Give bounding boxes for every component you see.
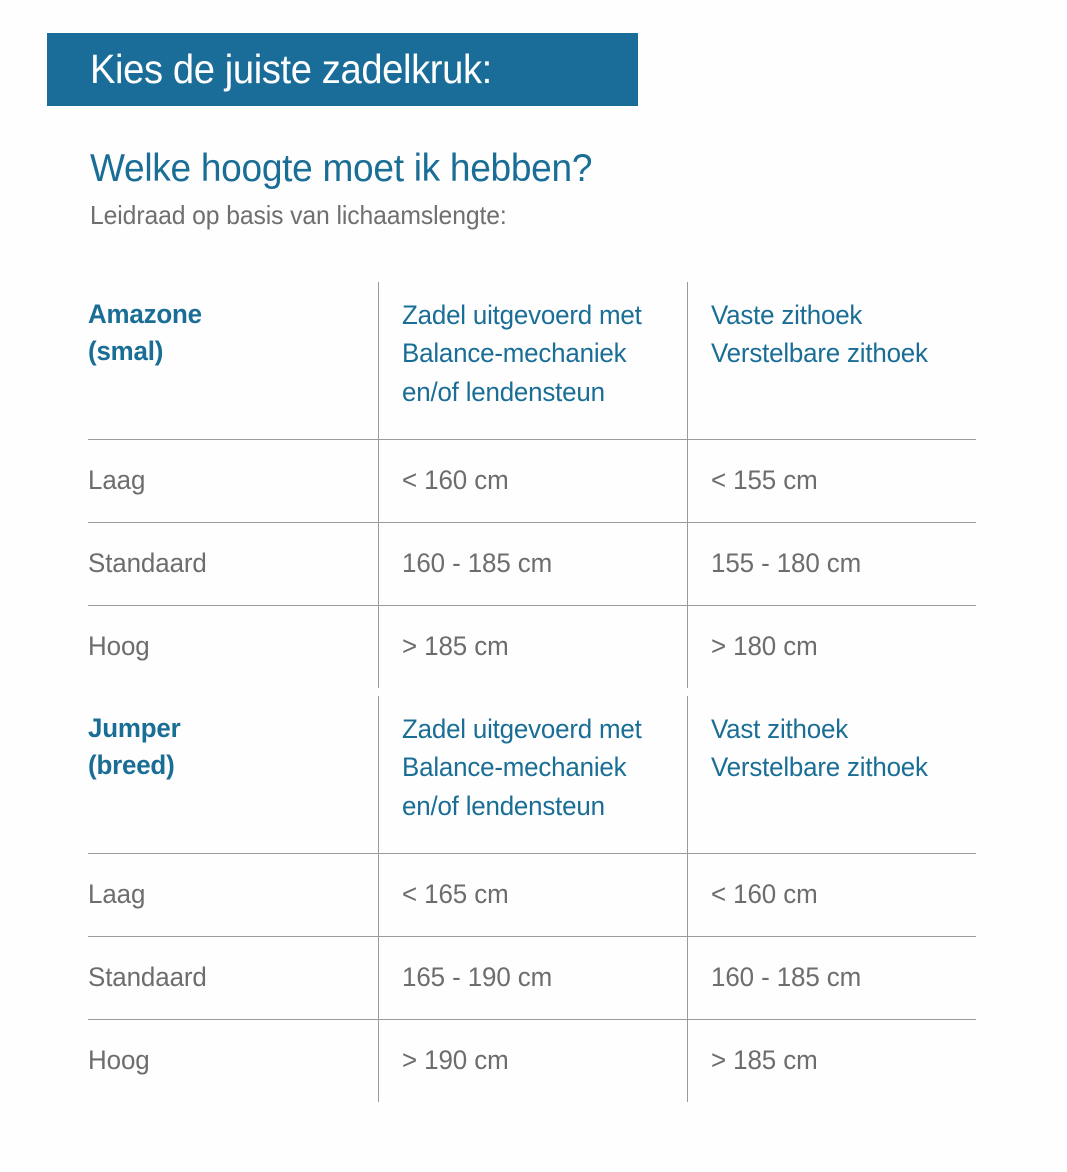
cell-value: 160 - 185 cm — [711, 962, 862, 993]
model-name: Jumper — [88, 713, 181, 743]
model-name: Amazone — [88, 299, 202, 329]
header-cell-balance — [378, 704, 687, 825]
cell-value: < 155 cm — [711, 465, 818, 496]
header-line: Balance-mechaniek — [402, 752, 627, 783]
row-label-cell — [88, 605, 378, 688]
row-label-cell — [88, 853, 378, 936]
row-value-balance — [378, 1019, 687, 1102]
header-line: Balance-mechaniek — [402, 338, 627, 369]
table-grid — [88, 696, 976, 1102]
table-row — [88, 936, 976, 1019]
row-value-zithoek — [687, 522, 976, 605]
row-value-balance — [378, 522, 687, 605]
cell-value: 155 - 180 cm — [711, 548, 862, 579]
row-label-cell — [88, 439, 378, 522]
cell-value: > 185 cm — [402, 631, 509, 662]
model-width: (breed) — [88, 750, 175, 781]
header-line: Vaste zithoek — [711, 300, 863, 330]
row-value-zithoek — [687, 936, 976, 1019]
table-row — [88, 439, 976, 522]
table-row — [88, 522, 976, 605]
row-label-cell — [88, 1019, 378, 1102]
header-line: Vast zithoek — [711, 714, 848, 744]
banner — [47, 33, 638, 106]
table-header-row — [88, 282, 976, 439]
header-cell-model — [88, 704, 378, 825]
cell-value: < 160 cm — [711, 879, 818, 910]
row-value-zithoek — [687, 439, 976, 522]
header-cell-model — [88, 290, 378, 411]
row-value-balance — [378, 605, 687, 688]
banner-title: Kies de juiste zadelkruk: — [90, 46, 492, 92]
row-label-cell — [88, 522, 378, 605]
row-label-cell — [88, 936, 378, 1019]
page-title: Welke hoogte moet ik hebben? — [90, 147, 593, 190]
row-value-balance — [378, 853, 687, 936]
row-label: Laag — [88, 879, 146, 910]
header-line: Zadel uitgevoerd met — [402, 300, 642, 330]
table-header-row — [88, 696, 976, 853]
row-label: Standaard — [88, 962, 207, 993]
row-value-zithoek — [687, 1019, 976, 1102]
row-label: Laag — [88, 465, 146, 496]
header-line: Verstelbare zithoek — [711, 338, 928, 369]
table-jumper — [88, 696, 976, 1102]
header-cell-balance — [378, 290, 687, 411]
cell-value: < 165 cm — [402, 879, 509, 910]
table-amazone — [88, 282, 976, 688]
cell-value: < 160 cm — [402, 465, 509, 496]
cell-value: > 190 cm — [402, 1045, 509, 1076]
header-line: en/of lendensteun — [402, 376, 605, 407]
page-subtitle: Leidraad op basis van lichaamslengte: — [90, 200, 507, 231]
cell-value: > 185 cm — [711, 1045, 818, 1076]
row-value-balance — [378, 439, 687, 522]
row-label: Standaard — [88, 548, 207, 579]
model-width: (smal) — [88, 336, 164, 367]
cell-value: > 180 cm — [711, 631, 818, 662]
header-line: Verstelbare zithoek — [711, 752, 928, 783]
table-row — [88, 1019, 976, 1102]
header-line: Zadel uitgevoerd met — [402, 714, 642, 744]
row-value-zithoek — [687, 605, 976, 688]
table-row — [88, 853, 976, 936]
header-line: en/of lendensteun — [402, 790, 605, 821]
header-cell-zithoek — [687, 290, 976, 411]
table-grid — [88, 282, 976, 688]
cell-value: 165 - 190 cm — [402, 962, 553, 993]
row-value-balance — [378, 936, 687, 1019]
table-row — [88, 605, 976, 688]
row-label: Hoog — [88, 1045, 150, 1076]
cell-value: 160 - 185 cm — [402, 548, 553, 579]
row-label: Hoog — [88, 631, 150, 662]
intro-section — [90, 148, 990, 231]
row-value-zithoek — [687, 853, 976, 936]
header-cell-zithoek — [687, 704, 976, 825]
